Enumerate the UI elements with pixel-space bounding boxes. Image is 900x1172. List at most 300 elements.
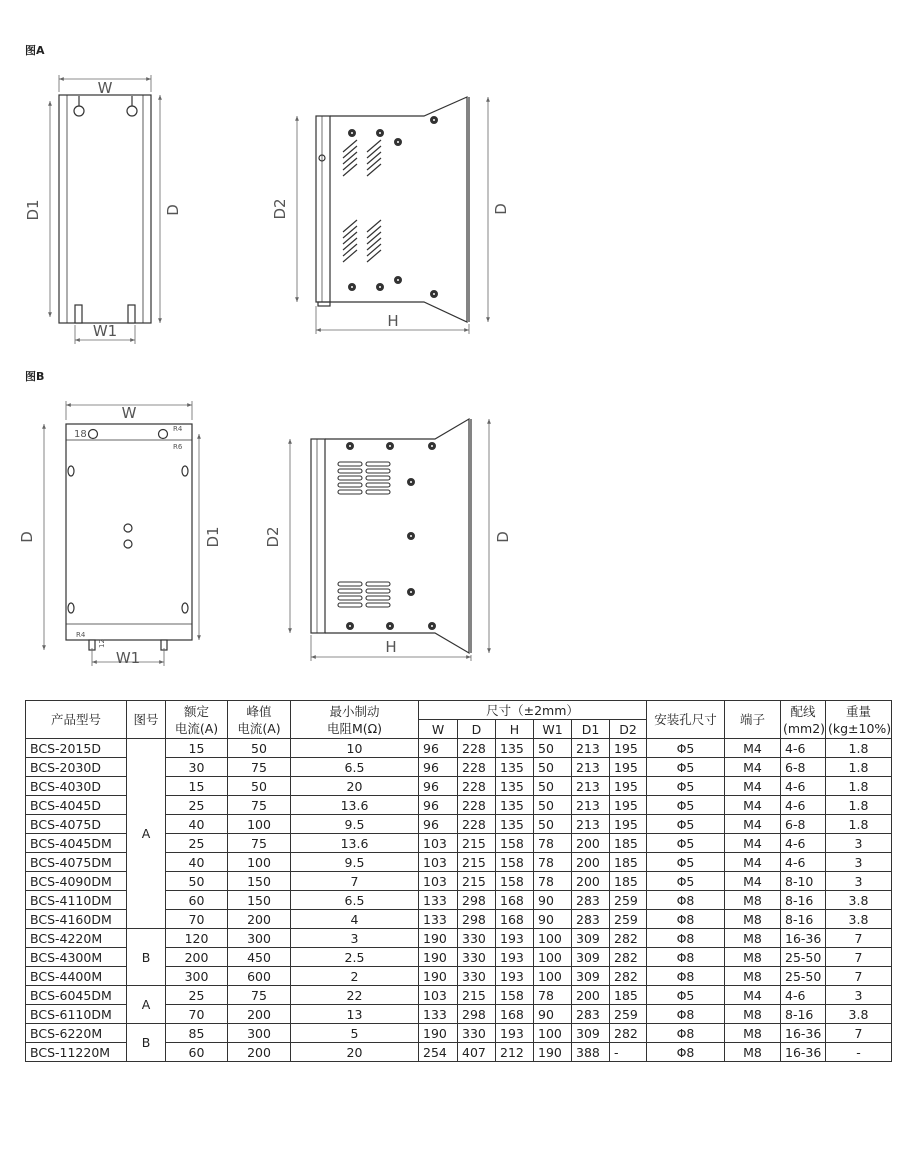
- table-cell: 4: [291, 910, 419, 929]
- table-cell: 6.5: [291, 891, 419, 910]
- table-cell: 16-36: [781, 1043, 826, 1062]
- table-cell: 9.5: [291, 853, 419, 872]
- table-cell: 70: [166, 910, 228, 929]
- table-cell: Φ8: [647, 1005, 725, 1024]
- table-cell: BCS-4045DM: [26, 834, 127, 853]
- table-cell: Φ8: [647, 967, 725, 986]
- table-row: [26, 929, 892, 948]
- table-cell: Φ5: [647, 758, 725, 777]
- table-cell: Φ8: [647, 910, 725, 929]
- table-cell: 215: [458, 872, 496, 891]
- table-cell: M4: [725, 853, 781, 872]
- table-cell: 50: [228, 777, 291, 796]
- table-cell: 20: [291, 777, 419, 796]
- table-cell: 70: [166, 1005, 228, 1024]
- table-cell: 190: [419, 948, 458, 967]
- table-cell: 7: [826, 929, 892, 948]
- table-cell: 215: [458, 853, 496, 872]
- table-cell: 25: [166, 834, 228, 853]
- table-cell: 282: [610, 1024, 647, 1043]
- table-cell: 50: [228, 739, 291, 758]
- table-cell: Φ5: [647, 815, 725, 834]
- table-cell: 90: [534, 891, 572, 910]
- table-cell: 168: [496, 910, 534, 929]
- table-cell: M8: [725, 891, 781, 910]
- table-cell: 200: [572, 872, 610, 891]
- table-cell: BCS-4160DM: [26, 910, 127, 929]
- table-cell: 135: [496, 758, 534, 777]
- table-cell: 25-50: [781, 948, 826, 967]
- table-cell: Φ5: [647, 986, 725, 1005]
- header-peak-line2: 电流(A): [237, 720, 281, 736]
- table-cell: 103: [419, 834, 458, 853]
- table-cell: BCS-6045DM: [26, 986, 127, 1005]
- table-cell: 78: [534, 834, 572, 853]
- header-wiring: [781, 701, 826, 739]
- table-cell: 215: [458, 986, 496, 1005]
- table-row: [26, 1024, 892, 1043]
- fig-b-r4-top-label: R4: [173, 425, 183, 433]
- table-cell: 103: [419, 853, 458, 872]
- table-cell: 7: [291, 872, 419, 891]
- table-cell: 259: [610, 910, 647, 929]
- table-cell: 283: [572, 910, 610, 929]
- table-cell: 8-16: [781, 891, 826, 910]
- table-cell: 25: [166, 986, 228, 1005]
- table-cell: 213: [572, 796, 610, 815]
- fig-b-side-d-label: D: [494, 531, 512, 543]
- table-cell: 190: [419, 1024, 458, 1043]
- table-cell: 309: [572, 1024, 610, 1043]
- table-cell: BCS-4400M: [26, 967, 127, 986]
- table-cell: BCS-11220M: [26, 1043, 127, 1062]
- table-cell: 185: [610, 853, 647, 872]
- table-cell: 158: [496, 853, 534, 872]
- table-cell: 150: [228, 872, 291, 891]
- table-cell: 3: [826, 834, 892, 853]
- table-cell: 135: [496, 796, 534, 815]
- table-cell: Φ8: [647, 1043, 725, 1062]
- table-cell: 212: [496, 1043, 534, 1062]
- table-cell: 200: [228, 910, 291, 929]
- table-cell: 283: [572, 1005, 610, 1024]
- table-cell: 3: [291, 929, 419, 948]
- header-weight-line2: (kg±10%): [828, 720, 892, 736]
- table-cell: 6.5: [291, 758, 419, 777]
- table-cell: M4: [725, 834, 781, 853]
- table-cell: 4-6: [781, 834, 826, 853]
- table-cell: 3: [826, 986, 892, 1005]
- table-cell: 298: [458, 910, 496, 929]
- table-cell: 200: [166, 948, 228, 967]
- figure-a-side-view: [316, 97, 469, 322]
- table-cell: 330: [458, 967, 496, 986]
- table-cell: 15: [166, 777, 228, 796]
- table-cell: M4: [725, 796, 781, 815]
- figure-b-side-view: [311, 419, 471, 653]
- table-cell: M4: [725, 739, 781, 758]
- table-cell: 190: [419, 967, 458, 986]
- table-cell: 22: [291, 986, 419, 1005]
- header-rated-line1: 额定: [183, 703, 209, 719]
- figure-group-cell: A: [127, 739, 166, 929]
- table-cell: M4: [725, 777, 781, 796]
- header-size: 尺寸（±2mm）: [419, 701, 647, 720]
- table-cell: 4-6: [781, 986, 826, 1005]
- fig-a-front-w-label: W: [97, 79, 113, 97]
- table-cell: 228: [458, 796, 496, 815]
- table-cell: Φ5: [647, 872, 725, 891]
- table-cell: 5: [291, 1024, 419, 1043]
- fig-b-front-w-label: W: [121, 404, 137, 422]
- table-cell: 298: [458, 1005, 496, 1024]
- table-cell: 50: [534, 777, 572, 796]
- table-cell: Φ5: [647, 834, 725, 853]
- table-cell: 135: [496, 777, 534, 796]
- table-cell: 7: [826, 948, 892, 967]
- header-terminal: 端子: [725, 701, 781, 739]
- table-cell: 185: [610, 872, 647, 891]
- table-cell: 78: [534, 872, 572, 891]
- table-cell: 259: [610, 891, 647, 910]
- table-cell: 228: [458, 815, 496, 834]
- table-cell: 133: [419, 910, 458, 929]
- table-row: [26, 986, 892, 1005]
- table-cell: 193: [496, 967, 534, 986]
- table-cell: 300: [228, 1024, 291, 1043]
- table-cell: 193: [496, 929, 534, 948]
- table-cell: 103: [419, 986, 458, 1005]
- table-cell: 228: [458, 758, 496, 777]
- table-cell: 13: [291, 1005, 419, 1024]
- table-cell: BCS-4075DM: [26, 853, 127, 872]
- header-figure: 图号: [127, 701, 166, 739]
- table-cell: 193: [496, 1024, 534, 1043]
- spec-table: [25, 700, 892, 1062]
- fig-b-front-w1-label: W1: [115, 649, 141, 667]
- table-cell: 195: [610, 758, 647, 777]
- table-cell: Φ8: [647, 891, 725, 910]
- fig-a-side-h-label: H: [387, 312, 399, 330]
- table-cell: 25: [166, 796, 228, 815]
- table-cell: 600: [228, 967, 291, 986]
- table-cell: Φ8: [647, 1024, 725, 1043]
- table-cell: 330: [458, 948, 496, 967]
- header-w: W: [419, 720, 458, 739]
- header-hole: 安装孔尺寸: [647, 701, 725, 739]
- figure-a-side-vents: [343, 140, 381, 262]
- table-cell: 78: [534, 853, 572, 872]
- table-cell: M8: [725, 948, 781, 967]
- fig-b-12-label: 12: [98, 639, 106, 648]
- table-cell: 200: [572, 986, 610, 1005]
- header-weight: [826, 701, 892, 739]
- fig-b-front-d-label: D: [18, 531, 36, 543]
- table-cell: 50: [534, 815, 572, 834]
- table-cell: 407: [458, 1043, 496, 1062]
- figure-a-front-view: [59, 95, 151, 323]
- table-cell: 300: [166, 967, 228, 986]
- table-cell: 2: [291, 967, 419, 986]
- table-cell: 213: [572, 815, 610, 834]
- table-cell: M4: [725, 815, 781, 834]
- header-peak-line1: 峰值: [246, 703, 272, 719]
- table-cell: 200: [228, 1043, 291, 1062]
- figure-group-cell: B: [127, 1024, 166, 1062]
- table-cell: 13.6: [291, 834, 419, 853]
- table-cell: 6-8: [781, 815, 826, 834]
- table-cell: BCS-2030D: [26, 758, 127, 777]
- table-cell: 298: [458, 891, 496, 910]
- fig-a-front-d-label: D: [164, 204, 182, 216]
- table-cell: 259: [610, 1005, 647, 1024]
- table-cell: 40: [166, 853, 228, 872]
- header-wire-line1: 配线: [790, 703, 816, 719]
- table-cell: 8-10: [781, 872, 826, 891]
- table-cell: 254: [419, 1043, 458, 1062]
- table-cell: 185: [610, 834, 647, 853]
- table-cell: 195: [610, 739, 647, 758]
- table-cell: Φ5: [647, 777, 725, 796]
- table-cell: 4-6: [781, 796, 826, 815]
- table-row: [26, 739, 892, 758]
- table-cell: 388: [572, 1043, 610, 1062]
- table-cell: Φ8: [647, 929, 725, 948]
- fig-a-side-d-label: D: [492, 203, 510, 215]
- table-cell: M8: [725, 1005, 781, 1024]
- table-cell: M8: [725, 1024, 781, 1043]
- table-cell: 96: [419, 758, 458, 777]
- table-cell: 16-36: [781, 929, 826, 948]
- table-cell: 193: [496, 948, 534, 967]
- table-cell: 100: [534, 1024, 572, 1043]
- table-cell: 200: [228, 1005, 291, 1024]
- table-cell: BCS-2015D: [26, 739, 127, 758]
- table-cell: 120: [166, 929, 228, 948]
- table-cell: 195: [610, 796, 647, 815]
- table-cell: 300: [228, 929, 291, 948]
- table-cell: 100: [228, 853, 291, 872]
- table-cell: 100: [534, 967, 572, 986]
- table-cell: BCS-4110DM: [26, 891, 127, 910]
- figure-group-cell: A: [127, 986, 166, 1024]
- fig-b-side-d2-label: D2: [264, 526, 282, 548]
- table-cell: 195: [610, 815, 647, 834]
- table-cell: 158: [496, 834, 534, 853]
- table-cell: 158: [496, 872, 534, 891]
- table-cell: 4-6: [781, 739, 826, 758]
- table-cell: M4: [725, 986, 781, 1005]
- table-cell: 30: [166, 758, 228, 777]
- table-cell: 90: [534, 1005, 572, 1024]
- figure-group-cell: B: [127, 929, 166, 986]
- figure-a-label: 图A: [25, 44, 45, 57]
- header-rated-current: [166, 701, 228, 739]
- table-cell: 168: [496, 1005, 534, 1024]
- header-weight-line1: 重量: [845, 703, 871, 719]
- table-cell: 1.8: [826, 796, 892, 815]
- table-cell: M8: [725, 929, 781, 948]
- spec-table-body: [26, 739, 892, 1062]
- table-cell: 75: [228, 796, 291, 815]
- table-cell: 103: [419, 872, 458, 891]
- table-cell: 4-6: [781, 853, 826, 872]
- table-cell: 309: [572, 948, 610, 967]
- table-cell: 309: [572, 929, 610, 948]
- header-peak-current: [228, 701, 291, 739]
- fig-a-front-d1-label: D1: [24, 199, 42, 221]
- table-cell: 7: [826, 1024, 892, 1043]
- table-cell: 4-6: [781, 777, 826, 796]
- table-cell: 96: [419, 815, 458, 834]
- figure-b-side-holes: [347, 443, 436, 630]
- table-cell: BCS-6220M: [26, 1024, 127, 1043]
- table-cell: 133: [419, 1005, 458, 1024]
- fig-b-r6-label: R6: [173, 443, 183, 451]
- table-cell: 150: [228, 891, 291, 910]
- table-cell: Φ5: [647, 739, 725, 758]
- table-cell: 13.6: [291, 796, 419, 815]
- table-cell: -: [826, 1043, 892, 1062]
- table-cell: Φ5: [647, 796, 725, 815]
- table-cell: 9.5: [291, 815, 419, 834]
- table-cell: BCS-4300M: [26, 948, 127, 967]
- table-cell: 3: [826, 853, 892, 872]
- table-cell: 2.5: [291, 948, 419, 967]
- table-cell: 215: [458, 834, 496, 853]
- table-cell: 8-16: [781, 910, 826, 929]
- table-cell: M8: [725, 1043, 781, 1062]
- fig-b-18-label: 18: [74, 429, 87, 440]
- table-cell: 75: [228, 834, 291, 853]
- table-cell: 8-16: [781, 1005, 826, 1024]
- header-resistor-line2: 电阻M(Ω): [326, 720, 383, 736]
- fig-a-front-w1-label: W1: [92, 322, 118, 340]
- table-cell: 75: [228, 986, 291, 1005]
- table-cell: 330: [458, 1024, 496, 1043]
- table-cell: 100: [534, 929, 572, 948]
- table-cell: 450: [228, 948, 291, 967]
- table-cell: 3.8: [826, 1005, 892, 1024]
- table-cell: 213: [572, 777, 610, 796]
- table-cell: 168: [496, 891, 534, 910]
- table-cell: 1.8: [826, 758, 892, 777]
- table-cell: 10: [291, 739, 419, 758]
- table-cell: 190: [534, 1043, 572, 1062]
- table-cell: 135: [496, 815, 534, 834]
- table-cell: 3.8: [826, 910, 892, 929]
- table-cell: 78: [534, 986, 572, 1005]
- table-cell: 1.8: [826, 739, 892, 758]
- table-cell: 228: [458, 739, 496, 758]
- header-rated-line2: 电流(A): [174, 720, 219, 736]
- table-cell: 96: [419, 739, 458, 758]
- table-cell: 85: [166, 1024, 228, 1043]
- table-cell: 282: [610, 929, 647, 948]
- figure-b-label: 图B: [25, 370, 45, 383]
- table-cell: 282: [610, 948, 647, 967]
- table-cell: 309: [572, 967, 610, 986]
- table-cell: 50: [534, 758, 572, 777]
- fig-b-front-d1-label: D1: [204, 526, 222, 548]
- table-cell: M4: [725, 872, 781, 891]
- header-h: H: [496, 720, 534, 739]
- header-d1: D1: [572, 720, 610, 739]
- table-cell: 158: [496, 986, 534, 1005]
- table-cell: BCS-4090DM: [26, 872, 127, 891]
- table-cell: 200: [572, 853, 610, 872]
- table-cell: 50: [534, 739, 572, 758]
- table-cell: -: [610, 1043, 647, 1062]
- table-cell: 96: [419, 796, 458, 815]
- table-cell: Φ8: [647, 948, 725, 967]
- table-cell: M8: [725, 967, 781, 986]
- table-cell: 200: [572, 834, 610, 853]
- header-min-resistor: [291, 701, 419, 739]
- table-cell: 283: [572, 891, 610, 910]
- table-cell: 25-50: [781, 967, 826, 986]
- header-wire-line2: (mm2): [783, 720, 826, 736]
- table-cell: 1.8: [826, 815, 892, 834]
- table-cell: 40: [166, 815, 228, 834]
- table-cell: 185: [610, 986, 647, 1005]
- table-cell: 60: [166, 1043, 228, 1062]
- table-cell: BCS-4030D: [26, 777, 127, 796]
- table-cell: 1.8: [826, 777, 892, 796]
- table-cell: 50: [534, 796, 572, 815]
- table-cell: 90: [534, 910, 572, 929]
- table-cell: BCS-4075D: [26, 815, 127, 834]
- fig-a-side-d2-label: D2: [271, 198, 289, 220]
- table-cell: 100: [534, 948, 572, 967]
- header-model: 产品型号: [26, 701, 127, 739]
- table-cell: 3: [826, 872, 892, 891]
- table-cell: 282: [610, 967, 647, 986]
- table-cell: BCS-6110DM: [26, 1005, 127, 1024]
- table-cell: 228: [458, 777, 496, 796]
- table-cell: 190: [419, 929, 458, 948]
- figure-a-side-holes: [349, 117, 438, 298]
- table-cell: 213: [572, 739, 610, 758]
- table-cell: 330: [458, 929, 496, 948]
- table-cell: 75: [228, 758, 291, 777]
- table-cell: 16-36: [781, 1024, 826, 1043]
- header-d: D: [458, 720, 496, 739]
- table-cell: 96: [419, 777, 458, 796]
- table-cell: BCS-4045D: [26, 796, 127, 815]
- table-cell: 100: [228, 815, 291, 834]
- table-cell: M4: [725, 758, 781, 777]
- header-resistor-line1: 最小制动: [329, 703, 380, 719]
- table-cell: 60: [166, 891, 228, 910]
- table-cell: 15: [166, 739, 228, 758]
- table-cell: 6-8: [781, 758, 826, 777]
- table-cell: 3.8: [826, 891, 892, 910]
- fig-b-side-h-label: H: [385, 638, 397, 656]
- table-cell: Φ5: [647, 853, 725, 872]
- table-cell: 133: [419, 891, 458, 910]
- table-cell: M8: [725, 910, 781, 929]
- figure-b-side-vents: [338, 462, 390, 607]
- fig-b-r4-bottom-label: R4: [76, 631, 86, 639]
- table-cell: BCS-4220M: [26, 929, 127, 948]
- table-cell: 50: [166, 872, 228, 891]
- header-w1: W1: [534, 720, 572, 739]
- figure-b-front-view: [66, 424, 192, 650]
- table-cell: 7: [826, 967, 892, 986]
- table-cell: 195: [610, 777, 647, 796]
- table-cell: 20: [291, 1043, 419, 1062]
